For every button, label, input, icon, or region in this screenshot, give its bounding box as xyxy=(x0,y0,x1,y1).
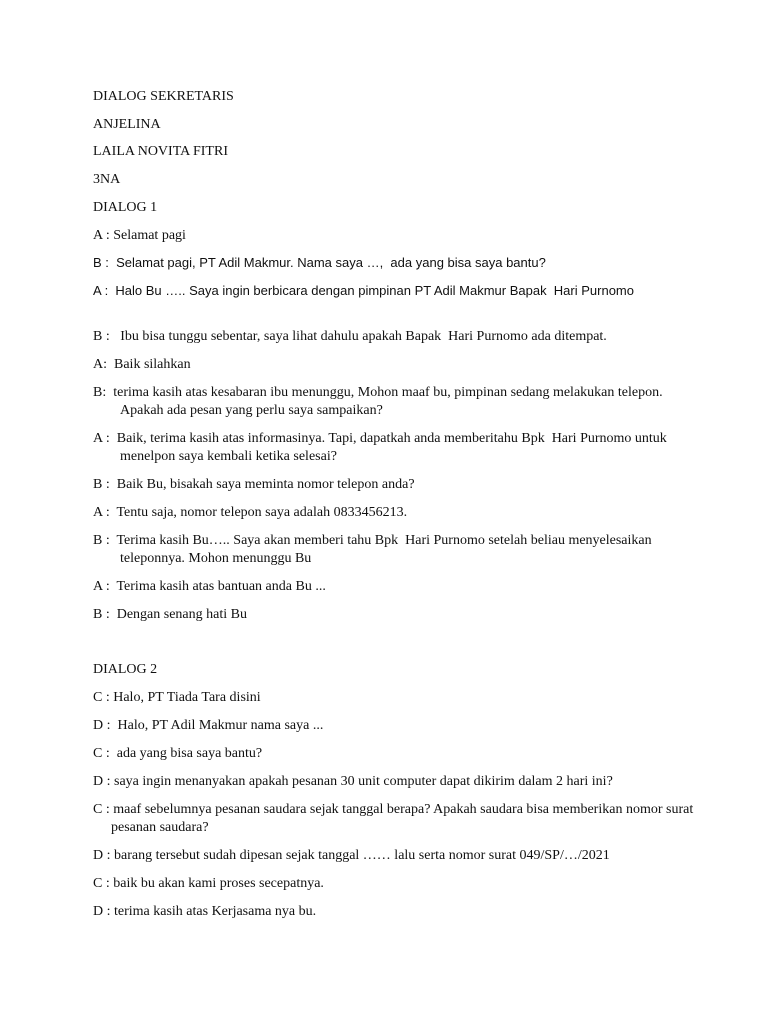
dialog-line: B : Baik Bu, bisakah saya meminta nomor telepon anda? xyxy=(93,477,415,492)
dialog-line: D : barang tersebut sudah dipesan sejak tanggal …… lalu serta nomor surat 049/SP/…/2021 xyxy=(93,848,610,863)
dialog-line: C : ada yang bisa saya bantu? xyxy=(93,746,263,761)
dialog-line: A : Selamat pagi xyxy=(93,228,186,243)
dialog-line: A : Terima kasih atas bantuan anda Bu ... xyxy=(93,579,326,594)
dialog-line: A: Baik silahkan xyxy=(93,357,191,372)
dialog-line: B : Dengan senang hati Bu xyxy=(93,607,247,622)
document-title: DIALOG SEKRETARIS xyxy=(93,89,234,104)
dialog-line: A : Baik, terima kasih atas informasinya. Tapi, dapatkah anda memberitahu Bpk Hari Purnomo untuk menelpon saya kembali ketika selesai? xyxy=(93,431,671,464)
author-name-1: ANJELINA xyxy=(93,117,161,132)
dialog-2-heading: DIALOG 2 xyxy=(93,662,158,677)
dialog-line: B: terima kasih atas kesabaran ibu menunggu, Mohon maaf bu, pimpinan sedang melakukan telepon. Apakah ada pesan yang perlu saya sampaikan? xyxy=(93,385,669,418)
author-name-2: LAILA NOVITA FITRI xyxy=(93,144,228,159)
dialog-line: B : Terima kasih Bu….. Saya akan memberi tahu Bpk Hari Purnomo setelah beliau menyelesaikan teleponnya. Mohon menunggu Bu xyxy=(93,533,656,566)
dialog-line: A : Tentu saja, nomor telepon saya adalah 0833456213. xyxy=(93,505,408,520)
dialog-line: B : Selamat pagi, PT Adil Makmur. Nama saya …, ada yang bisa saya bantu? xyxy=(93,255,546,270)
dialog-line: C : maaf sebelumnya pesanan saudara sejak tanggal berapa? Apakah saudara bisa memberikan nomor surat pesanan saudara? xyxy=(93,802,697,835)
dialog-line: C : Halo, PT Tiada Tara disini xyxy=(93,690,261,705)
dialog-line: A : Halo Bu ….. Saya ingin berbicara dengan pimpinan PT Adil Makmur Bapak Hari Purnomo xyxy=(93,283,634,298)
class-label: 3NA xyxy=(93,172,121,187)
dialog-1-heading: DIALOG 1 xyxy=(93,200,158,215)
dialog-line: D : saya ingin menanyakan apakah pesanan 30 unit computer dapat dikirim dalam 2 hari ini? xyxy=(93,774,613,789)
dialog-line: B : Ibu bisa tunggu sebentar, saya lihat dahulu apakah Bapak Hari Purnomo ada ditempat. xyxy=(93,329,607,344)
dialog-line: D : Halo, PT Adil Makmur nama saya ... xyxy=(93,718,324,733)
dialog-line: C : baik bu akan kami proses secepatnya. xyxy=(93,876,324,891)
dialog-line: D : terima kasih atas Kerjasama nya bu. xyxy=(93,904,317,919)
